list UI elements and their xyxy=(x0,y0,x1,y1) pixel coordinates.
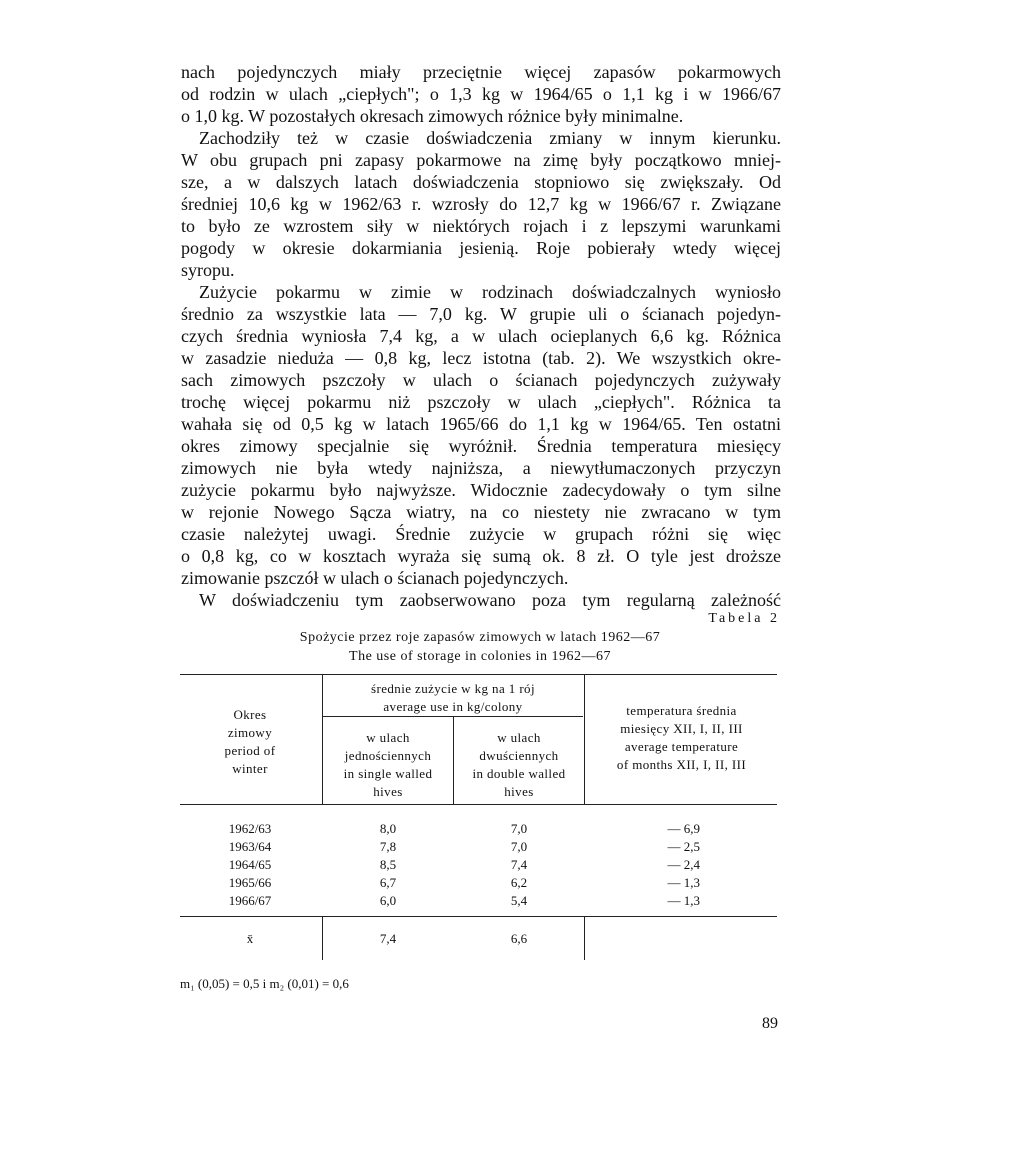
text-line: pogody w okresie dokarmiania jesienią. Roje pobierały wtedy więcej xyxy=(181,238,781,258)
table-caption-en: The use of storage in colonies in 1962—67 xyxy=(349,649,611,664)
cell-single: 6,7 xyxy=(379,875,397,890)
header-double-walled: w ulach dwuściennych in double walled hives xyxy=(472,730,566,799)
table-rule xyxy=(180,674,777,675)
header-average-use: średnie zużycie w kg na 1 rój average use in kg/colony xyxy=(371,681,535,714)
text-line: nach pojedynczych miały przeciętnie więcej zapasów pokarmowych xyxy=(181,62,781,82)
cell-temp: — 2,5 xyxy=(667,839,700,854)
cell-temp: — 1,3 xyxy=(667,893,700,908)
header-temperature: temperatura średnia miesięcy XII, I, II, III average temperature of months XII, I, II, III xyxy=(616,703,747,772)
table-rule xyxy=(180,804,777,805)
text-line: Zużycie pokarmu w zimie w rodzinach doświadczalnych wyniosło xyxy=(199,282,781,302)
cell-period: 1965/66 xyxy=(228,875,272,890)
cell-single: 7,8 xyxy=(379,839,397,854)
text-line: W doświadczeniu tym zaobserwowano poza tym regularną zależność xyxy=(199,590,781,610)
table-rule xyxy=(180,916,777,917)
cell-single: 8,5 xyxy=(379,857,397,872)
table-rule xyxy=(584,674,585,804)
text-line: w rejonie Nowego Sącza wiatry, na co niestety nie zwracano w tym xyxy=(181,502,781,522)
text-line: zimowanie pszczół w ulach o ścianach pojedynczych. xyxy=(181,568,569,588)
text-line: wahała się od 0,5 kg w latach 1965/66 do 1,1 kg w 1964/65. Ten ostatni xyxy=(181,414,781,434)
text-line: średnio za wszystkie lata — 7,0 kg. W grupie uli o ścianach pojedyn- xyxy=(181,304,781,324)
text-line: o 1,0 kg. W pozostałych okresach zimowych różnice były minimalne. xyxy=(181,106,684,126)
cell-temp: — 1,3 xyxy=(667,875,700,890)
cell-single: 8,0 xyxy=(379,821,397,836)
text-line: w zasadzie nieduża — 0,8 kg, lecz istotna (tab. 2). We wszystkich okre- xyxy=(181,348,781,368)
text-line: o 0,8 kg, co w kosztach wyraża się sumą ok. 8 zł. O tyle jest droższe xyxy=(181,546,781,566)
cell-double: 6,2 xyxy=(510,875,528,890)
header-single-walled: w ulach jednościennych in single walled hives xyxy=(343,730,433,799)
cell-period: 1963/64 xyxy=(228,839,272,854)
page-number: 89 xyxy=(762,1015,778,1032)
cell-double: 7,4 xyxy=(510,857,528,872)
text-line: Zachodziły też w czasie doświadczenia zmiany w innym kierunku. xyxy=(199,128,781,148)
text-line: zużycie pokarmu było najwyższe. Widocznie zadecydowały o tym silne xyxy=(181,480,781,500)
cell-double: 7,0 xyxy=(510,821,528,836)
cell-mean-label: x̄ xyxy=(246,931,254,946)
text-line: od rodzin w ulach „ciepłych"; o 1,3 kg w 1964/65 o 1,1 kg i w 1966/67 xyxy=(181,84,781,104)
text-line: średniej 10,6 kg w 1962/63 r. wzrosły do 12,7 kg w 1966/67 r. Związane xyxy=(181,194,781,214)
text-line: trochę więcej pokarmu niż pszczoły w ulach „ciepłych". Różnica ta xyxy=(181,392,781,412)
text-line: okres zimowy specjalnie się wyróżnił. Średnia temperatura miesięcy xyxy=(181,436,781,456)
header-period: Okres zimowy period of winter xyxy=(224,707,276,776)
cell-mean-single: 7,4 xyxy=(379,931,397,946)
table-label: Tabela 2 xyxy=(708,611,780,626)
cell-period: 1962/63 xyxy=(228,821,272,836)
cell-double: 7,0 xyxy=(510,839,528,854)
table-caption-pl: Spożycie przez roje zapasów zimowych w latach 1962—67 xyxy=(299,630,661,645)
text-line: sze, a w dalszych latach doświadczenia stopniowo się zwiększały. Od xyxy=(181,172,781,192)
text-line: W obu grupach pni zapasy pokarmowe na zimę były początkowo mniej- xyxy=(181,150,781,170)
cell-mean-double: 6,6 xyxy=(510,931,528,946)
cell-period: 1966/67 xyxy=(228,893,272,908)
cell-period: 1964/65 xyxy=(228,857,272,872)
text-line: syropu. xyxy=(181,260,235,280)
cell-single: 6,0 xyxy=(379,893,397,908)
text-line: zimowych nie była wtedy najniższa, a niewytłumaczonych przyczyn xyxy=(181,458,781,478)
text-line: sach zimowych pszczoły w ulach o ścianach pojedynczych zużywały xyxy=(181,370,781,390)
cell-double: 5,4 xyxy=(510,893,528,908)
cell-temp: — 2,4 xyxy=(667,857,700,872)
table-rule xyxy=(584,916,585,960)
text-line: czych średnia wyniosła 7,4 kg, a w ulach ocieplanych 6,6 kg. Różnica xyxy=(181,326,781,346)
text-line: czasie należytej uwagi. Średnie zużycie w grupach różni się więc xyxy=(181,524,781,544)
text-line: to było ze wzrostem siły w niektórych rojach i z lepszymi warunkami xyxy=(181,216,781,236)
significance-formula: m₁ (0,05) = 0,5 i m₂ (0,01) = 0,6 xyxy=(180,976,349,991)
cell-temp: — 6,9 xyxy=(667,821,700,836)
